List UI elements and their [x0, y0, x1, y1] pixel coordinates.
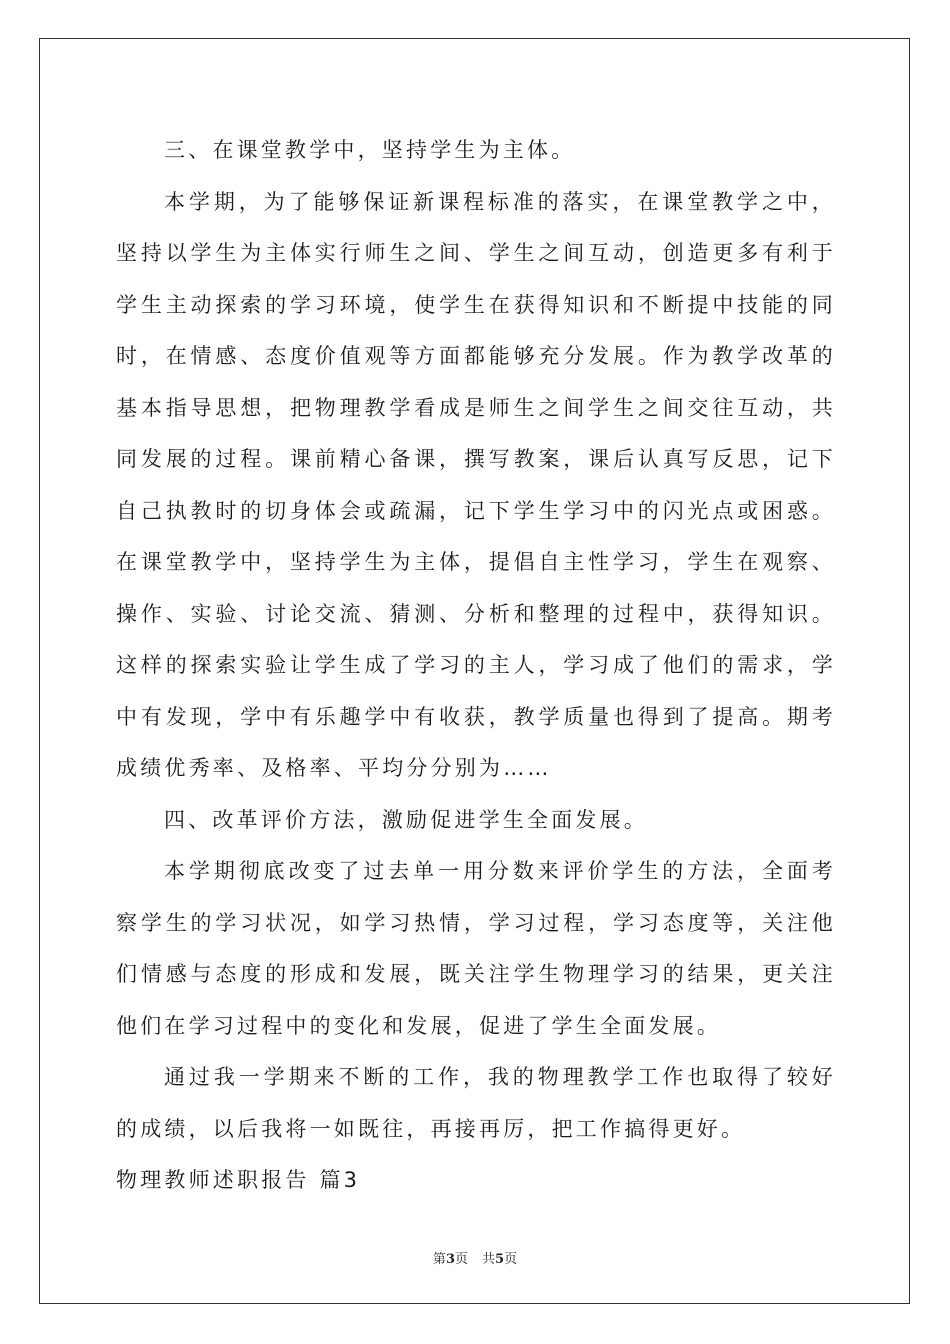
footer-page-suffix: 页: [454, 1252, 468, 1267]
footer-total-suffix: 页: [504, 1252, 518, 1267]
footer-total-prefix: 共: [482, 1252, 496, 1267]
paragraph-heading-four: 四、改革评价方法，激励促进学生全面发展。: [164, 807, 648, 832]
document-body: [116, 125, 836, 1207]
footer-total-pages: 5: [495, 1252, 505, 1267]
paragraph-classroom-teaching: 本学期，为了能够保证新课程标准的落实，在课堂教学之中，坚持以学生为主体实行师生之间、学生之间互动，创造更多有利于学生主动探索的学习环境，使学生在获得知识和不断提中技能的同时，在情感、态度价值观等方面都能够充分发展。作为教学改革的基本指导思想，把物理教学看成是师生之间学生之间交往互动，共同发展的过程。课前精心备课，撰写教案，课后认真写反思，记下自己执教时的切身体会或疏漏，记下学生学习中的闪光点或困惑。在课堂教学中，坚持学生为主体，提倡自主性学习，学生在观察、操作、实验、讨论交流、猜测、分析和整理的过程中，获得知识。这样的探索实验让学生成了学习的主人，学习成了他们的需求，学中有发现，学中有乐趣学中有收获，教学质量也得到了提高。期考成绩优秀率、及格率、平均分分别为……: [116, 189, 836, 780]
footer-page-number: 3: [445, 1252, 455, 1267]
section-heading: 物理教师述职报告 篇3: [116, 1168, 361, 1192]
paragraph-heading-three: 三、在课堂教学中，坚持学生为主体。: [164, 138, 576, 162]
page-footer: [0, 1248, 950, 1267]
paragraph-evaluation-method: 本学期彻底改变了过去单一用分数来评价学生的方法，全面考察学生的学习状况，如学习热情，学习过程，学习态度等，关注他们情感与态度的形成和发展，既关注学生物理学习的结果，更关注他们在学习过程中的变化和发展，促进了学生全面发展。: [116, 859, 836, 1038]
footer-page-prefix: 第: [432, 1252, 446, 1267]
paragraph-conclusion: 通过我一学期来不断的工作，我的物理教学工作也取得了较好的成绩，以后我将一如既往，再接再厉，把工作搞得更好。: [116, 1065, 836, 1141]
